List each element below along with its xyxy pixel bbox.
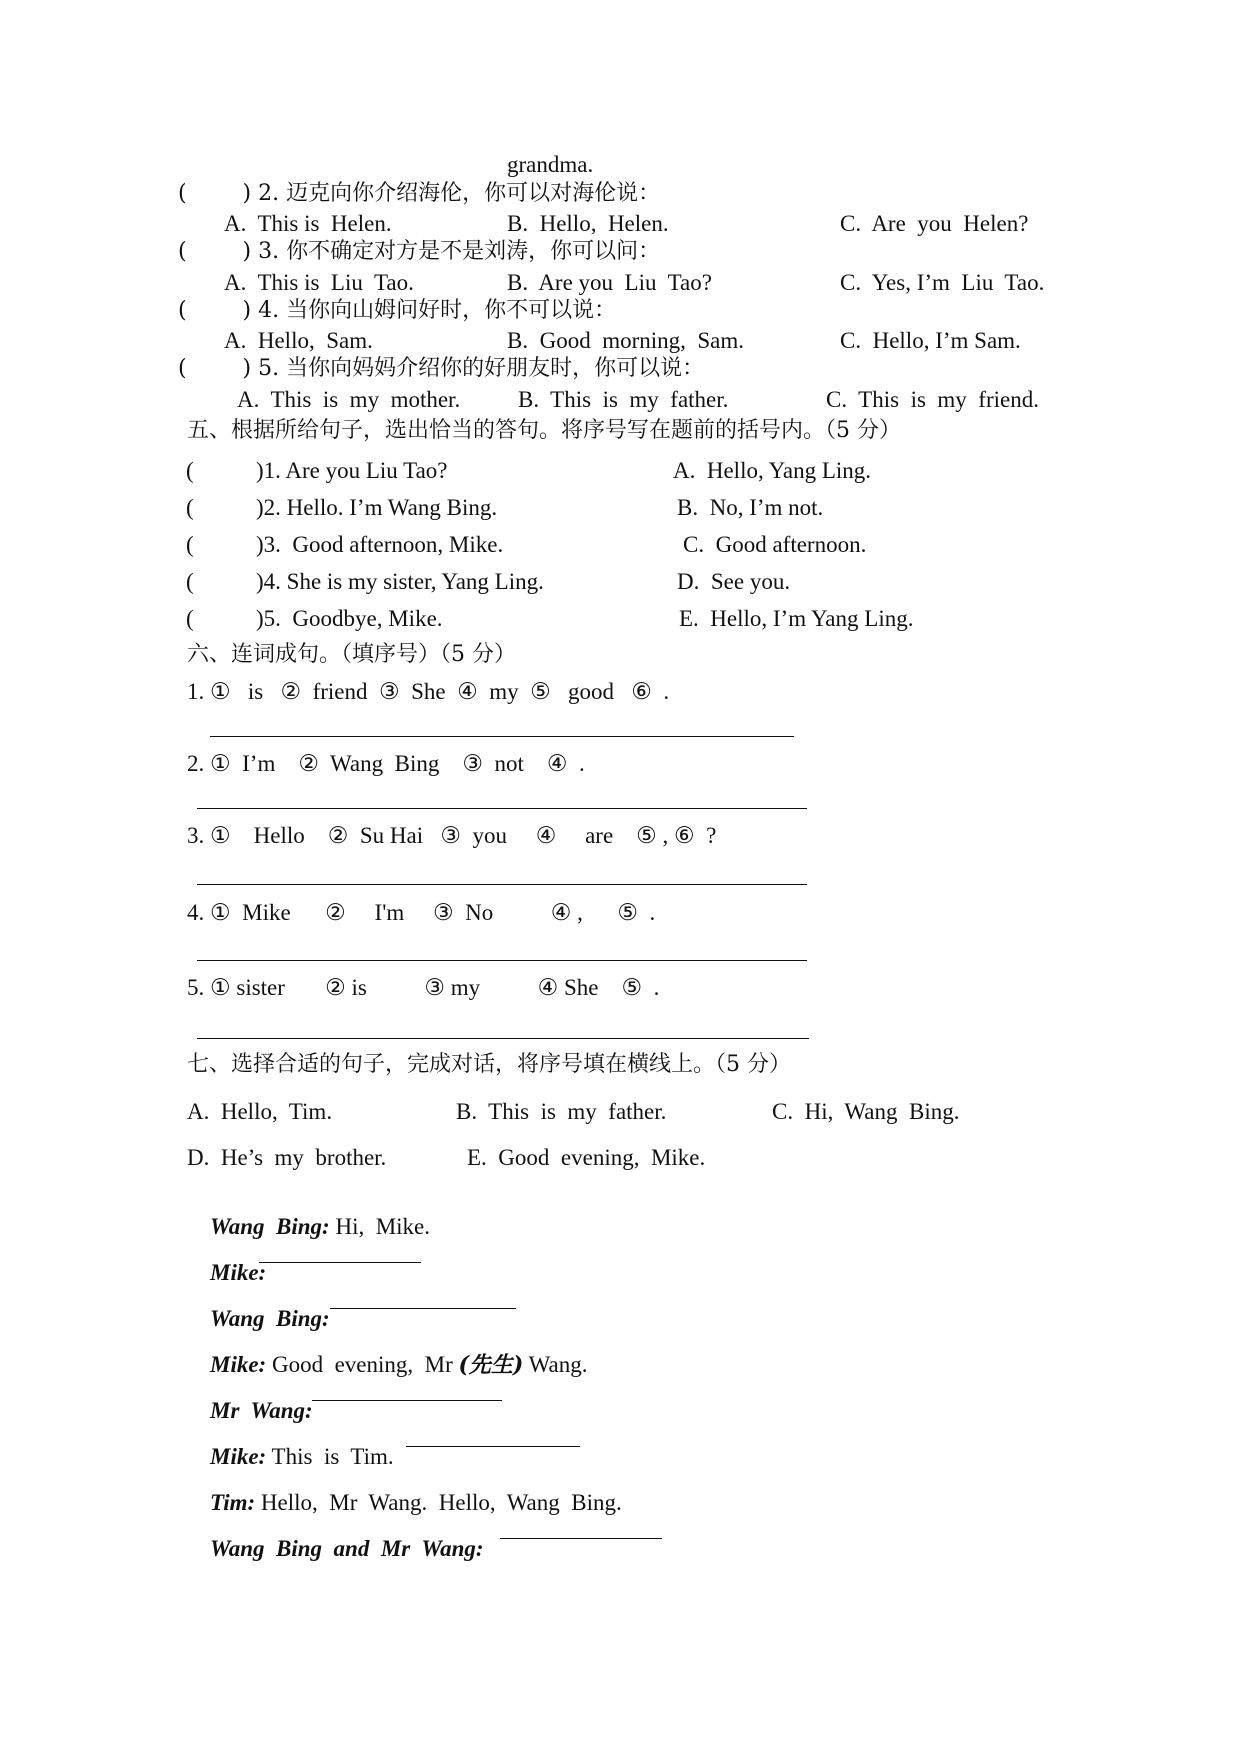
section-5-title: 五、根据所给句子，选出恰当的答句。将序号写在题前的括号内。（5 分）	[187, 418, 901, 443]
s7-option-d: D. He’s my brother.	[187, 1145, 387, 1170]
question-4-option-b: B. Good morning, Sam.	[507, 328, 745, 353]
dialogue-blank-3[interactable]	[312, 1400, 502, 1401]
line-text: Good evening, Mr	[266, 1352, 453, 1377]
s5-item-2-paren: (	[186, 495, 194, 520]
speaker-mike: Mike:	[210, 1260, 267, 1285]
section-6-title: 六、连词成句。（填序号）（5 分）	[187, 642, 516, 667]
question-3-prompt: ( ) 3. 你不确定对方是不是刘涛，你可以问：	[178, 239, 661, 264]
s6-answer-line-5[interactable]	[197, 1038, 809, 1039]
speaker-mike: Mike:	[210, 1352, 267, 1377]
s5-item-2-question: )2. Hello. I’m Wang Bing.	[256, 495, 498, 520]
continuation-text: grandma.	[507, 152, 594, 177]
speaker-tim: Tim:	[210, 1490, 256, 1515]
question-5-option-c: C. This is my friend.	[826, 387, 1039, 412]
s5-item-5-paren: (	[186, 606, 194, 631]
speaker-wang-bing: Wang Bing:	[210, 1214, 330, 1239]
question-2-option-a: A. This is Helen.	[224, 211, 392, 236]
s5-item-1-question: )1. Are you Liu Tao?	[256, 458, 448, 483]
question-3-option-b: B. Are you Liu Tao?	[507, 270, 712, 295]
s6-answer-line-3[interactable]	[197, 884, 807, 885]
speaker-mike: Mike:	[210, 1444, 267, 1469]
line-text: This is Tim.	[266, 1444, 400, 1469]
dialogue-line-8	[187, 1514, 484, 1583]
s5-item-4-question: )4. She is my sister, Yang Ling.	[256, 569, 544, 594]
speaker-wang-bing: Wang Bing:	[210, 1306, 330, 1331]
question-3-option-a: A. This is Liu Tao.	[224, 270, 414, 295]
question-5-option-b: B. This is my father.	[518, 387, 729, 412]
s6-item-4: 4. ① Mike ② I'm ③ No ④ , ⑤ .	[187, 900, 656, 925]
s6-item-2: 2. ① I’m ② Wang Bing ③ not ④ .	[187, 751, 585, 776]
dialogue-blank-1[interactable]	[259, 1262, 421, 1263]
dialogue-blank-2[interactable]	[330, 1308, 516, 1309]
s5-item-2-answer: B. No, I’m not.	[677, 495, 824, 520]
s7-option-e: E. Good evening, Mike.	[467, 1145, 706, 1170]
speaker-mr-wang: Mr Wang:	[210, 1398, 313, 1423]
s5-item-5-question: )5. Goodbye, Mike.	[256, 606, 443, 631]
s5-item-3-paren: (	[186, 532, 194, 557]
s6-item-5: 5. ① sister ② is ③ my ④ She ⑤ .	[187, 975, 660, 1000]
s7-option-c: C. Hi, Wang Bing.	[772, 1099, 960, 1124]
speaker-wang-bing-and-mr-wang: Wang Bing and Mr Wang:	[210, 1536, 484, 1561]
s7-option-b: B. This is my father.	[456, 1099, 667, 1124]
question-4-prompt: ( ) 4. 当你向山姆问好时，你不可以说：	[178, 298, 617, 323]
line-text: Hello, Mr Wang. Hello, Wang Bing.	[255, 1490, 622, 1515]
line-text: Hi, Mike.	[329, 1214, 431, 1239]
s5-item-3-question: )3. Good afternoon, Mike.	[256, 532, 504, 557]
s6-answer-line-1[interactable]	[210, 736, 794, 737]
question-3-option-c: C. Yes, I’m Liu Tao.	[840, 270, 1045, 295]
gloss-mr: (先生)	[458, 1352, 524, 1378]
s6-answer-line-2[interactable]	[197, 808, 807, 809]
question-5-option-a: A. This is my mother.	[237, 387, 461, 412]
question-2-prompt: ( ) 2. 迈克向你介绍海伦，你可以对海伦说：	[178, 181, 661, 206]
s6-item-3: 3. ① Hello ② Su Hai ③ you ④ are ⑤ , ⑥ ?	[187, 823, 717, 848]
section-7-title: 七、选择合适的句子，完成对话，将序号填在横线上。（5 分）	[187, 1052, 791, 1077]
s5-item-4-answer: D. See you.	[677, 569, 791, 594]
question-2-option-c: C. Are you Helen?	[840, 211, 1029, 236]
dialogue-blank-4[interactable]	[406, 1446, 580, 1447]
s7-option-a: A. Hello, Tim.	[187, 1099, 333, 1124]
dialogue-blank-5[interactable]	[500, 1538, 662, 1539]
s5-item-5-answer: E. Hello, I’m Yang Ling.	[679, 606, 914, 631]
s5-item-1-paren: (	[186, 458, 194, 483]
s5-item-4-paren: (	[186, 569, 194, 594]
question-2-option-b: B. Hello, Helen.	[507, 211, 669, 236]
s5-item-1-answer: A. Hello, Yang Ling.	[673, 458, 872, 483]
s6-answer-line-4[interactable]	[197, 960, 807, 961]
question-5-prompt: ( ) 5. 当你向妈妈介绍你的好朋友时，你可以说：	[178, 356, 705, 381]
question-4-option-c: C. Hello, I’m Sam.	[840, 328, 1021, 353]
line-text-end: Wang.	[523, 1352, 588, 1377]
s6-item-1: 1. ① is ② friend ③ She ④ my ⑤ good ⑥ .	[187, 679, 670, 704]
question-4-option-a: A. Hello, Sam.	[224, 328, 373, 353]
s5-item-3-answer: C. Good afternoon.	[683, 532, 867, 557]
